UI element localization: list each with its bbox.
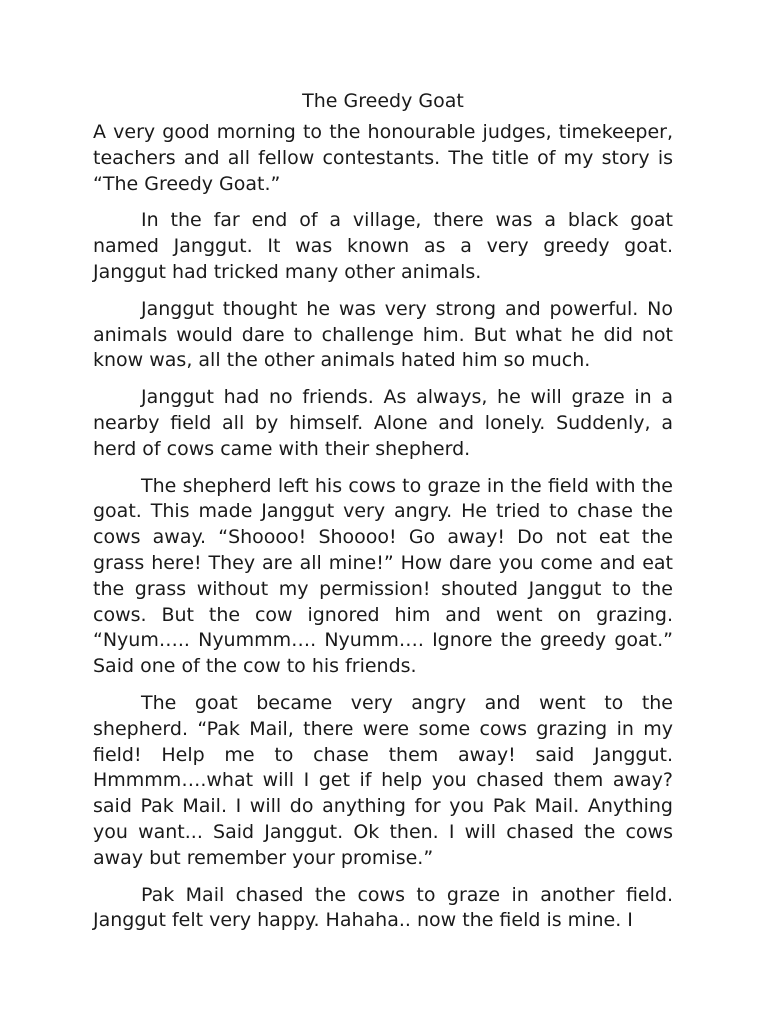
paragraph-7: Pak Mail chased the cows to graze in another field. Janggut felt very happy. Hahaha.. now the field is mine. I: [93, 883, 673, 932]
paragraph-4: Janggut had no friends. As always, he will graze in a nearby field all by himself. Alone and lonely. Suddenly, a herd of cows came with their shepherd.: [93, 386, 673, 460]
document-title: The Greedy Goat: [302, 90, 464, 112]
paragraph-5: The shepherd left his cows to graze in the field with the goat. This made Janggut very angry. He tried to chase the cows away. “Shoooo! Shoooo! Go away! Do not eat the grass here! They are all mine!” How dare you come and eat the grass without my permission! shouted Janggut to the cows. But the cow ignored him and went on grazing. “Nyum….. Nyummm…. Nyumm…. Ignore the greedy goat.” Said one of the cow to his friends.: [93, 474, 673, 678]
paragraph-3: Janggut thought he was very strong and powerful. No animals would dare to challenge him. But what he did not know was, all the other animals hated him so much.: [93, 297, 673, 372]
paragraph-6: The goat became very angry and went to the shepherd. “Pak Mail, there were some cows grazing in my field! Help me to chase them away! said Janggut. Hmmmm….what will I get if help you chased them away? said Pak Mail. I will do anything for you Pak Mail. Anything you want... Said Janggut. Ok then. I will chased the cows away but remember your promise.”: [93, 691, 673, 869]
paragraph-2: In the far end of a village, there was a black goat named Janggut. It was known as a very greedy goat. Janggut had tricked many other animals.: [93, 209, 673, 283]
paragraph-1: A very good morning to the honourable judges, timekeeper, teachers and all fellow contestants. The title of my story is “The Greedy Goat.”: [93, 121, 673, 195]
document-body: [93, 88, 673, 945]
